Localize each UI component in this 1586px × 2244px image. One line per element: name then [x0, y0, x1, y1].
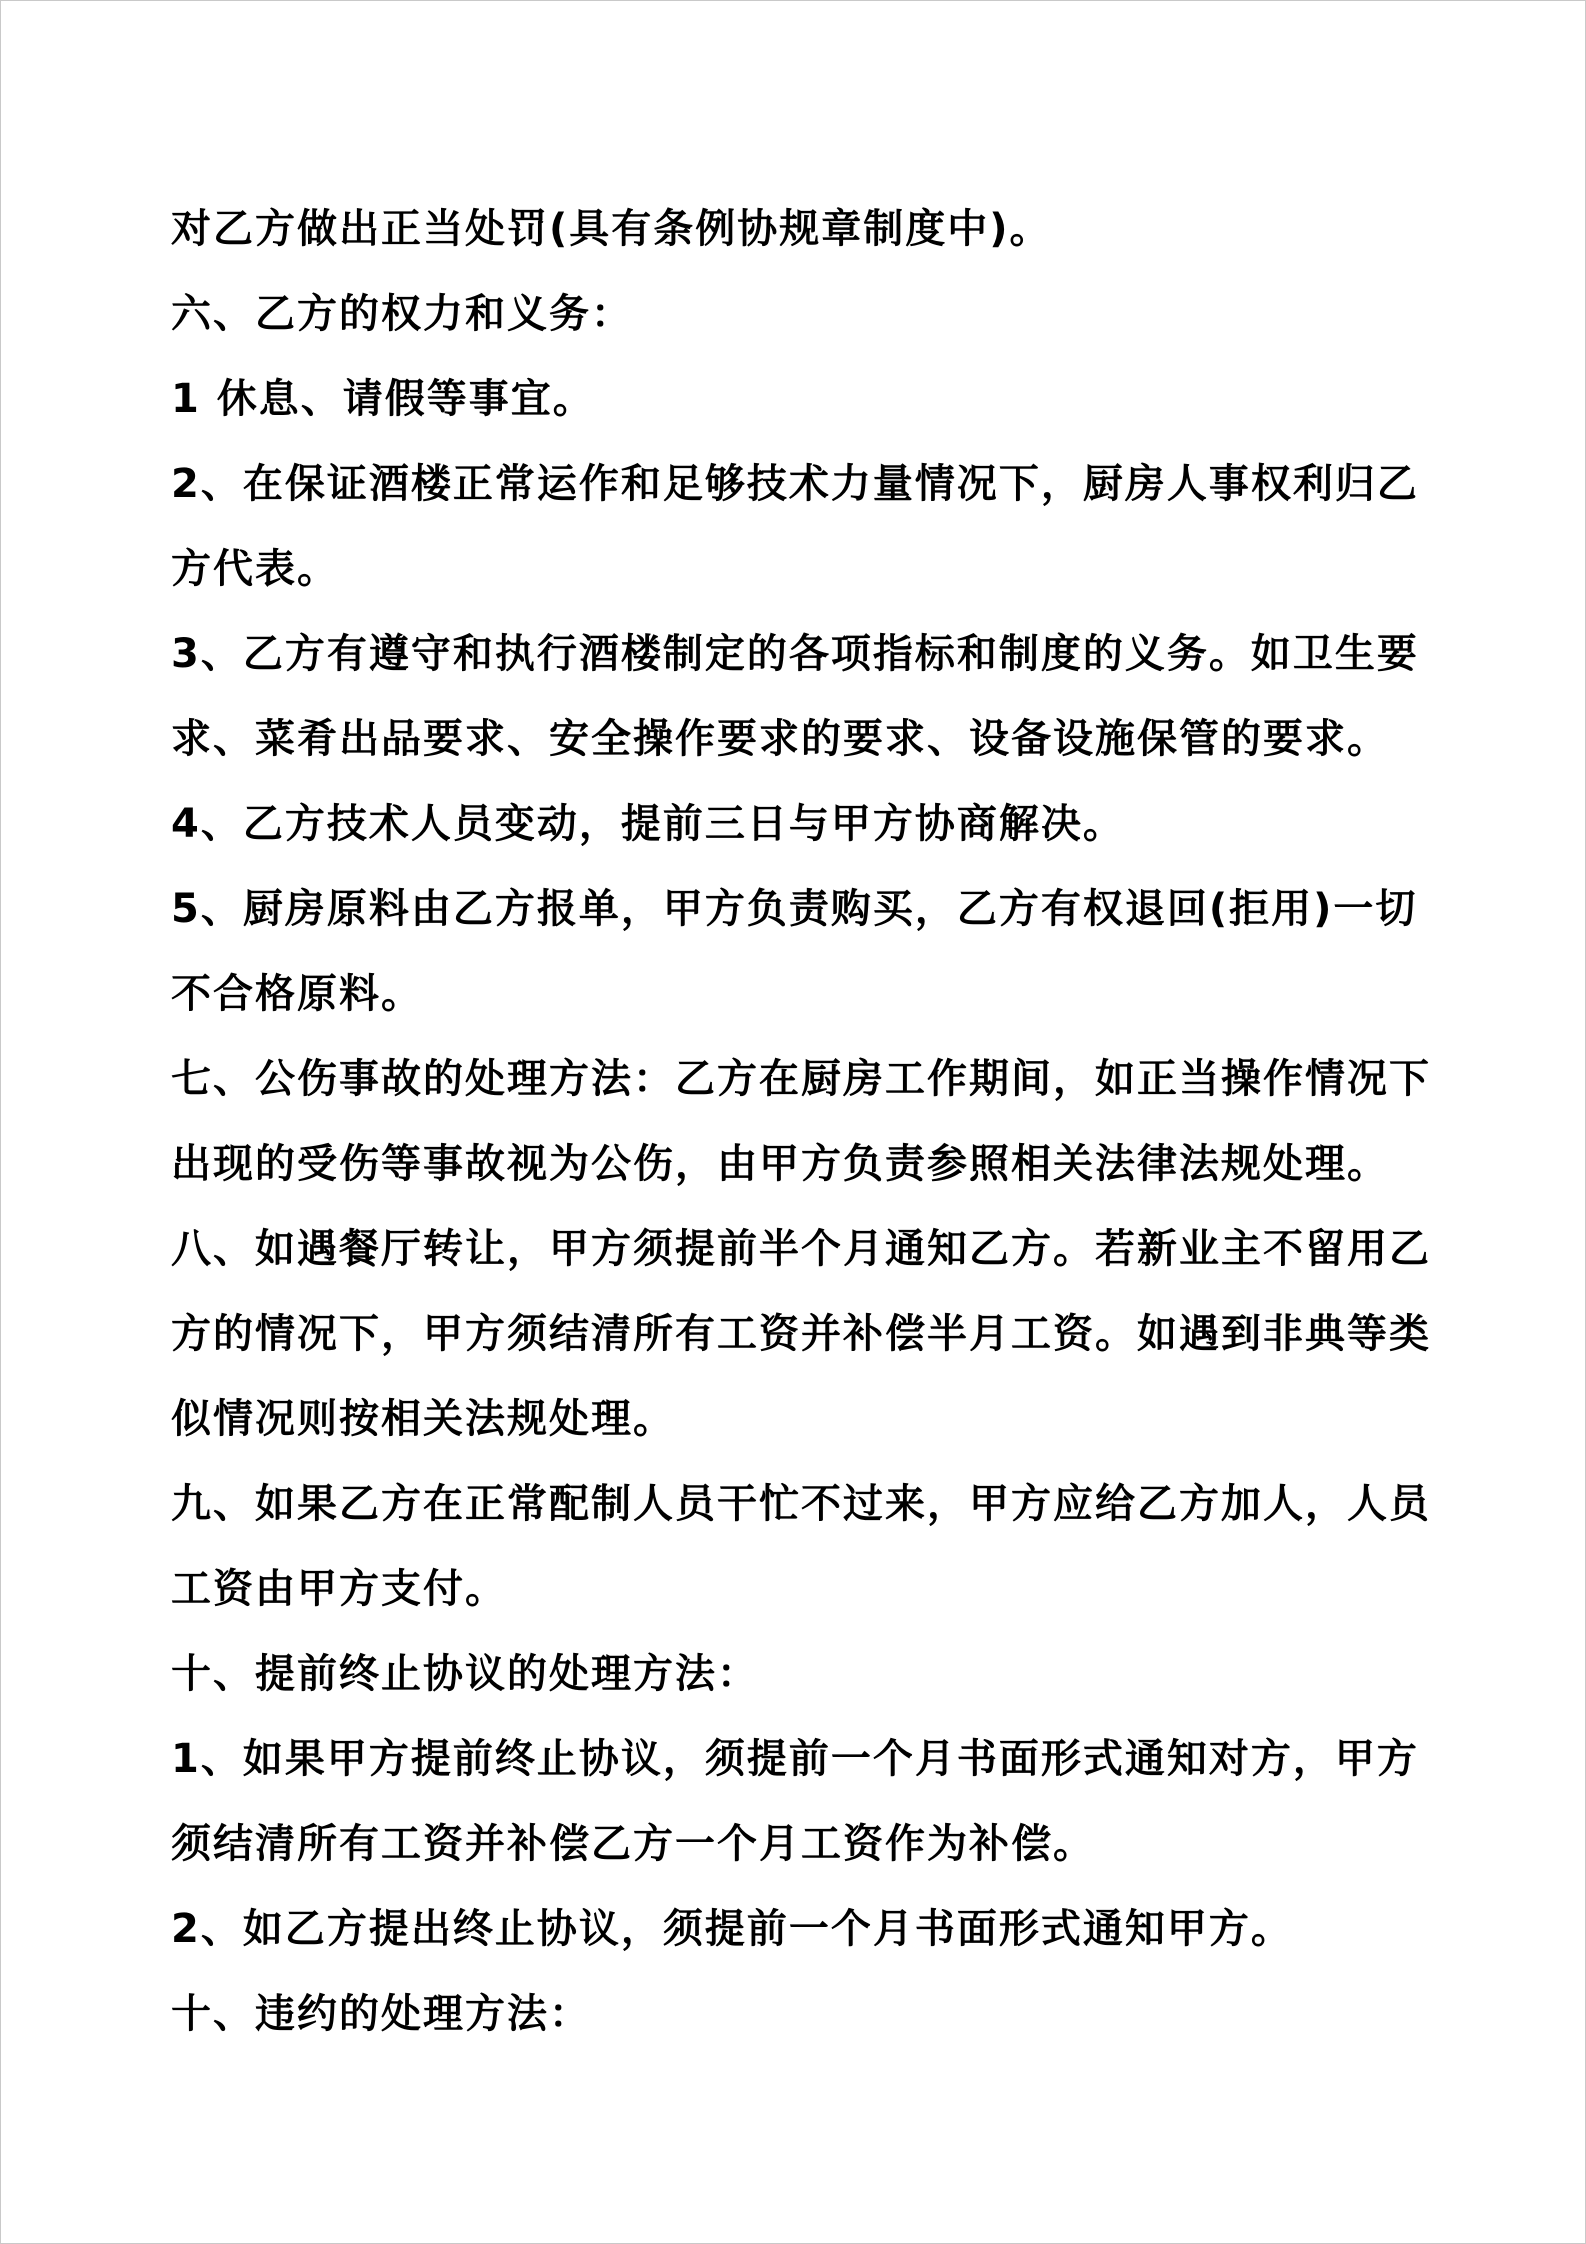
document-line: 对乙方做出正当处罚(具有条例协规章制度中)。 — [171, 206, 1052, 252]
document-body — [171, 187, 1441, 2057]
document-line: 2、如乙方提出终止协议，须提前一个月书面形式通知甲方。 — [171, 1906, 1293, 1952]
document-line: 七、公伤事故的处理方法：乙方在厨房工作期间，如正当操作情况下 — [171, 1056, 1431, 1102]
document-line: 方代表。 — [171, 546, 339, 592]
document-line: 八、如遇餐厅转让，甲方须提前半个月通知乙方。若新业主不留用乙 — [171, 1226, 1431, 1272]
document-line: 2、在保证酒楼正常运作和足够技术力量情况下，厨房人事权利归乙 — [171, 461, 1419, 507]
document-line: 六、乙方的权力和义务： — [171, 291, 633, 337]
document-line: 十、提前终止协议的处理方法： — [171, 1651, 759, 1697]
document-line: 求、菜肴出品要求、安全操作要求的要求、设备设施保管的要求。 — [171, 716, 1389, 762]
document-line: 方的情况下，甲方须结清所有工资并补偿半月工资。如遇到非典等类 — [171, 1311, 1431, 1357]
document-line: 出现的受伤等事故视为公伤，由甲方负责参照相关法律法规处理。 — [171, 1141, 1389, 1187]
document-line: 1、如果甲方提前终止协议，须提前一个月书面形式通知对方，甲方 — [171, 1736, 1419, 1782]
document-line: 5、厨房原料由乙方报单，甲方负责购买，乙方有权退回(拒用)一切 — [171, 886, 1418, 932]
document-line: 3、乙方有遵守和执行酒楼制定的各项指标和制度的义务。如卫生要 — [171, 631, 1419, 677]
document-line: 须结清所有工资并补偿乙方一个月工资作为补偿。 — [171, 1821, 1095, 1867]
document-line: 工资由甲方支付。 — [171, 1566, 507, 1612]
document-line: 九、如果乙方在正常配制人员干忙不过来，甲方应给乙方加人，人员 — [171, 1481, 1431, 1527]
document-line: 不合格原料。 — [171, 971, 423, 1017]
document-line: 1 休息、请假等事宜。 — [171, 376, 595, 422]
document-line: 4、乙方技术人员变动，提前三日与甲方协商解决。 — [171, 801, 1125, 847]
document-line: 十、违约的处理方法： — [171, 1991, 591, 2037]
document-line: 似情况则按相关法规处理。 — [171, 1396, 675, 1442]
